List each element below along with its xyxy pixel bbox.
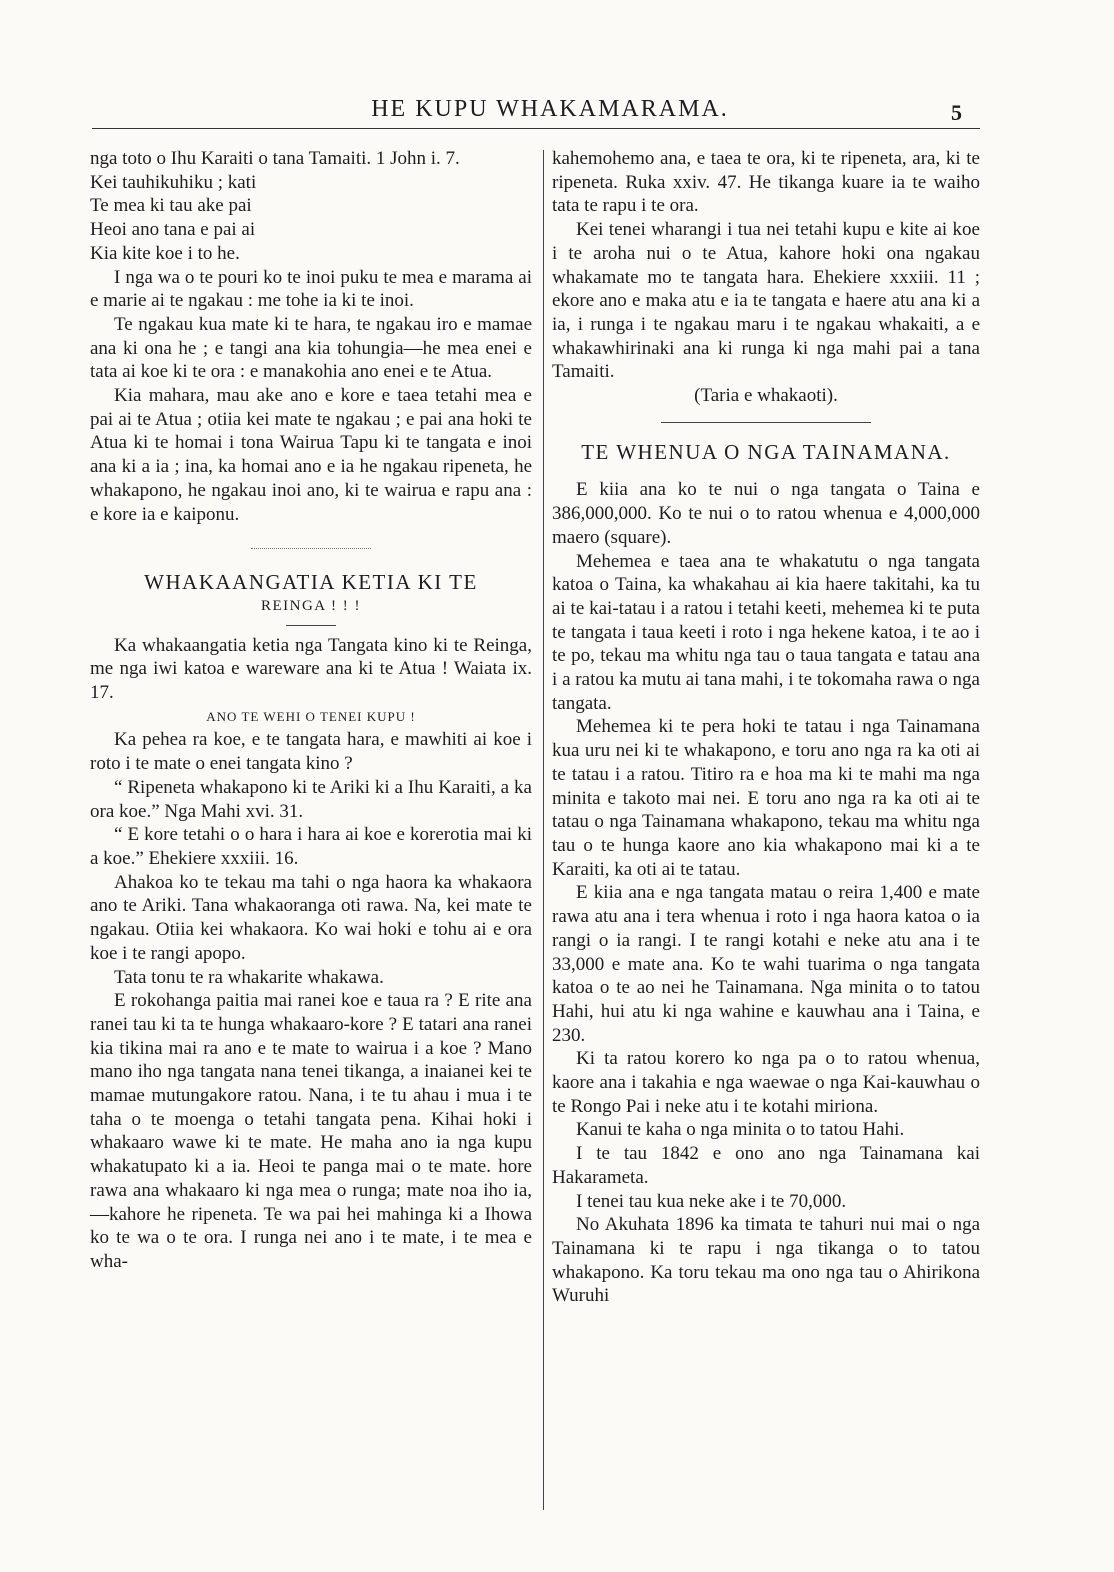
paragraph: Te ngakau kua mate ki te hara, te ngakau iro e mamae ana ki ona he ; e tangi ana kia tohungia—he mea enei e tata ai koe ki te ora : e manakohia ano enei e te Atua. [90, 313, 532, 383]
spacer [552, 408, 980, 422]
paragraph: E rokohanga paitia mai ranei koe e taua ra ? E rite ana ranei tau ki ta te hunga whakaaro-kore ? E tatari ana ranei kia tikina mai ra ano e te mate to wairua i a koe ? Mano mano iho nga tangata nana tenei tikanga, a inaianei kei te mamae mutungakore ratou. Nana, i te tu ahau i mua i te taha o te moenga o tetahi tangata pena. Kihai hoki i whakaaro wawe ki te mate. He maha ano ia nga kupu whakatupato ki a ia. Heoi te panga mai o te mate. hore rawa ana whakaaro ki nga mea o runga; mate noa iho ia,—kahore he ripeneta. Te wa pai hei mahinga ki a Ihowa ko te wa o te ora. I runga nei ano i te mate, i te mea e wha- [90, 990, 532, 1272]
heading-rule [286, 625, 336, 626]
paragraph: Tata tonu te ra whakarite whakawa. [114, 966, 384, 988]
section-heading: WHAKAANGATIA KETIA KI TE [144, 570, 478, 595]
paragraph: Kanui te kaha o nga minita o to tatou Hahi. [576, 1119, 905, 1141]
paragraph: E kiia ana e nga tangata matau o reira 1,400 e mate rawa atu ana i tera whenua i roto i nga haora katoa o ia rangi o ia rangi. I te rangi kotahi e neke atu ana i te 33,000 e mate ana. Ko te wahi tuarima o nga tangata katoa o te ao nei he Tainamana. Nga minita o to tatou Hahi, hui atu ki nga wahine e kauwhau ana i Taina, e 230. [552, 882, 980, 1046]
header-rule [92, 128, 980, 129]
paragraph: kahemohemo ana, e taea te ora, ki te ripeneta, ara, ki te ripeneta. Ruka xxiv. 47. He tikanga kuare ia te waiho tata te rapu i te ora. [552, 148, 980, 217]
section-subheading: REINGA ! ! ! [260, 597, 362, 614]
paragraph: Ka pehea ra koe, e te tangata hara, e mawhiti ai koe i roto i te mate o enei tangata kino ? [90, 729, 532, 775]
small-caps-line: ANO TE WEHI O TENEI KUPU ! [206, 708, 416, 724]
verse-line: Heoi ano tana e pai ai [90, 219, 256, 241]
right-column [552, 147, 980, 1308]
verse-line: Kei tauhikuhiku ; kati [90, 171, 257, 193]
spacer [552, 423, 980, 441]
paragraph: No Akuhata 1896 ka timata te tahuri nui mai o nga Tainamana ki te rapu i nga tikanga o to tatou whakapono. Ka toru tekau ma ono nga tau o Ahirikona Wuruhi [552, 1214, 980, 1307]
paragraph: Mehemea ki te pera hoki te tatau i nga Tainamana kua uru nei ki te whakapono, e toru ano nga ra ka oti ai te tatau i a ratou. Titiro ra e hoa ma ki te mahi ma nga minita e takoto mai nei. E toru ano nga ra ka oti ai te tatau o nga Tainamana whakapono, tekau ma whitu nga tau o te hunga kaore ano kia whakapono mai ki a te Karaiti, ka oti ai te tatau. [552, 716, 980, 880]
continued-note: (Taria e whakaoti). [694, 385, 838, 407]
paragraph: I te tau 1842 e ono ano nga Tainamana kai Hakarameta. [552, 1143, 980, 1188]
page-header-title: HE KUPU WHAKAMARAMA. [371, 96, 729, 122]
paragraph: I tenei tau kua neke ake i te 70,000. [576, 1190, 847, 1212]
paragraph: “ Ripeneta whakapono ki te Ariki ki a Ihu Karaiti, a ka ora koe.” Nga Mahi xvi. 31. [90, 776, 532, 822]
verse-line: Kia kite koe i to he. [90, 242, 240, 264]
paragraph: “ E kore tetahi o o hara i hara ai koe e korerotia mai ki a koe.” Ehekiere xxxiii. 16. [90, 824, 532, 869]
paragraph: Ki ta ratou korero ko nga pa o to ratou whenua, kaore ana i takahia e nga waewae o nga Kai-kauwhau o te Rongo Pai i neke atu i te kotahi miriona. [552, 1048, 980, 1117]
paragraph: Mehemea e taea ana te whakatutu o nga tangata katoa o Taina, ka whakahau ai kia haere takitahi, ka tu ai te kai-tatau i a ratou i tetahi keeti, mehemea ki te puta te tangata i taua keeti i roto i nga hekene katoa, i te ao i te po, tekau ma whitu nga tau o taua tangata e tatau ana i a ratou ka mutu ai tana mahi, i te tokomaha rawa o nga tangata. [552, 550, 980, 714]
paragraph: E kiia ana ko te nui o nga tangata o Taina e 386,000,000. Ko te nui o to ratou whenua e 4,000,000 maero (square). [552, 479, 980, 548]
column-divider [543, 150, 544, 1510]
left-column [90, 147, 532, 1274]
paragraph: Ahakoa ko te tekau ma tahi o nga haora ka whakaora ano te Ariki. Tana whakaoranga oti rawa. Na, kei mate te ngakau. Otiia kei whakaora. Ko wai hoki e tohu ai e ora koe i te rangi apopo. [90, 871, 532, 964]
paragraph: Kia mahara, mau ake ano e kore e taea tetahi mea e pai ai te Atua ; otiia kei mate te ngakau ; e pai ana hoki te Atua ki te homai i tona Wairua Tapu ki te tangata e inoi ana ki a ia ; ina, ka homai ano e ia he ngakau ripeneta, he whakapono, he ngakau inoi ano, ki te wairua e rapu ana : e kore ia e kaiponu. [90, 385, 532, 525]
spacer [90, 549, 532, 571]
paragraph: nga toto o Ihu Karaiti o tana Tamaiti. 1 John i. 7. [90, 148, 460, 169]
section-heading: TE WHENUA O NGA TAINAMANA. [581, 439, 951, 464]
paragraph: I nga wa o te pouri ko te inoi puku te mea e marama ai e marie ai te ngakau : me tohe ia ki te inoi. [90, 266, 532, 312]
paragraph: Kei tenei wharangi i tua nei tetahi kupu e kite ai koe i te aroha nui o te Atua, kahore hoki ona ngakau whakamate mo te tangata hara. Ehekiere xxxiii. 11 ; ekore ano e maka atu e ia te tangata e haere atu ana ki a ia, i runga i te ngakau maru i te ngakau whakaiti, a e whakawhirinaki ana ki runga ki nga mahi pai a tana Tamaiti. [552, 219, 980, 383]
page-number: 5 [951, 100, 962, 125]
verse-line: Te mea ki tau ake pai [90, 195, 252, 217]
spacer [90, 526, 532, 548]
paragraph: Ka whakaangatia ketia nga Tangata kino ki te Reinga, me nga iwi katoa e wareware ana ki te Atua ! Waiata ix. 17. [90, 634, 532, 704]
spacer [552, 464, 980, 478]
